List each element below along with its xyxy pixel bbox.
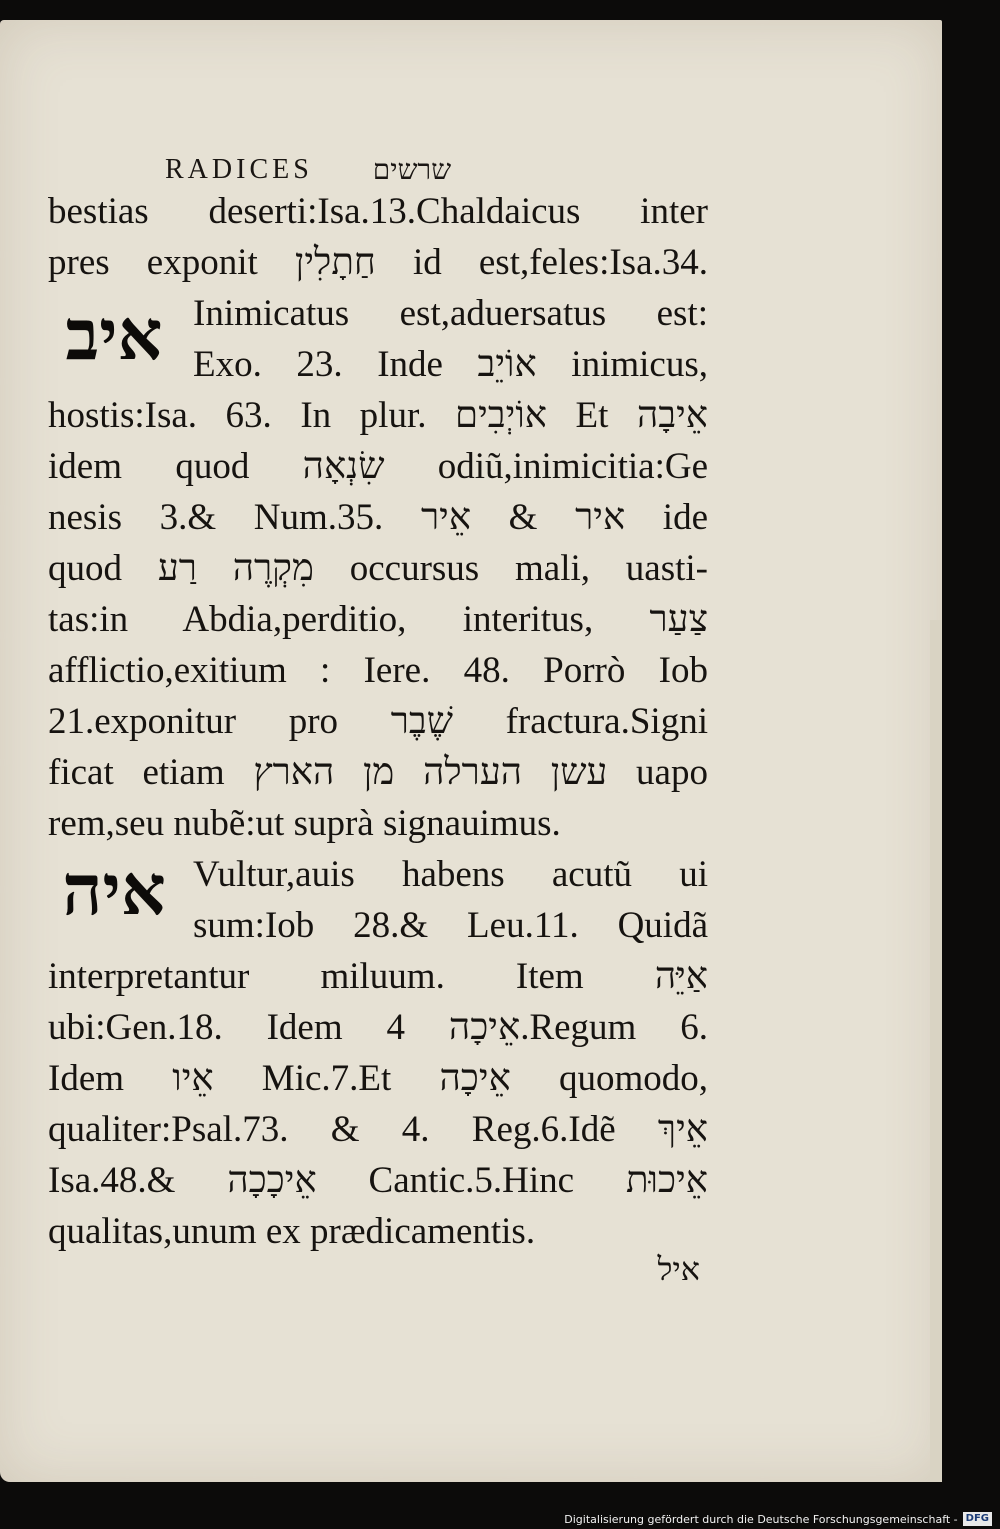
text-line: Vultur,auis habens acutũ ui: [193, 854, 708, 895]
running-title: RADICES: [165, 154, 313, 185]
text-line: bestias deserti:Isa.13.Chaldaicus inter: [48, 191, 708, 232]
body-text: [48, 186, 708, 1257]
text-line: tas:in Abdia,perditio, interitus, צַעַר: [48, 599, 708, 640]
text-line: ficat etiam עשן הערלה מן הארץ uapo: [48, 752, 708, 793]
digitization-footer: [0, 1509, 1000, 1529]
text-line: interpretantur miluum. Item אַיֵּה: [48, 956, 708, 997]
text-line: Idem אֵיו Mic.7.Et אֵיכָה quomodo,: [48, 1058, 708, 1099]
text-line: ubi:Gen.18. Idem אֵיכָה 4.Regum 6.: [48, 1007, 708, 1048]
text-line: Exo. 23. Inde אוֹיֵב inimicus,: [193, 344, 708, 385]
digitization-note: Digitalisierung gefördert durch die Deutsche Forschungsgemeinschaft -: [564, 1512, 958, 1526]
text-line: 21.exponitur pro שֶׁבֶר fractura.Signi: [48, 701, 708, 742]
text-line: hostis:Isa. 63. In plur. אוֹיְבִים Et אֵיבָה: [48, 395, 708, 436]
text-line: rem,seu nubẽ:ut suprà signauimus.: [48, 803, 561, 844]
text-line: Inimicatus est,aduersatus est:: [193, 293, 708, 334]
text-line: sum:Iob 28.& Leu.11. Quidã: [193, 905, 708, 946]
text-line: Isa.48.& אֵיכָכָה Cantic.5.Hinc אֵיכוּת: [48, 1160, 708, 1201]
text-line: idem quod שִׂנְאָה odiũ,inimicitia:Ge: [48, 446, 708, 487]
text-line: qualitas,unum ex prædicamentis.: [48, 1211, 536, 1252]
text-line: nesis 3.& Num.35. איר & אֵיר ide: [48, 497, 708, 538]
drop-word-2: איה: [62, 848, 166, 931]
text-line: quod מִקְרֶה רַע occursus mali, uasti-: [48, 548, 708, 589]
text-line: qualiter:Psal.73. & 4. Reg.6.Idẽ אֵיךְ: [48, 1109, 708, 1150]
text-line: pres exponit חַתָלִין id est,feles:Isa.34.: [48, 242, 708, 283]
dfg-logo: DFG: [963, 1512, 992, 1526]
drop-word-1: איב: [65, 293, 163, 376]
text-line: afflictio,exitium : Iere. 48. Porrò Iob: [48, 650, 708, 691]
running-title-hebrew: שרשים: [372, 153, 452, 186]
catchword: איל: [657, 1250, 700, 1288]
